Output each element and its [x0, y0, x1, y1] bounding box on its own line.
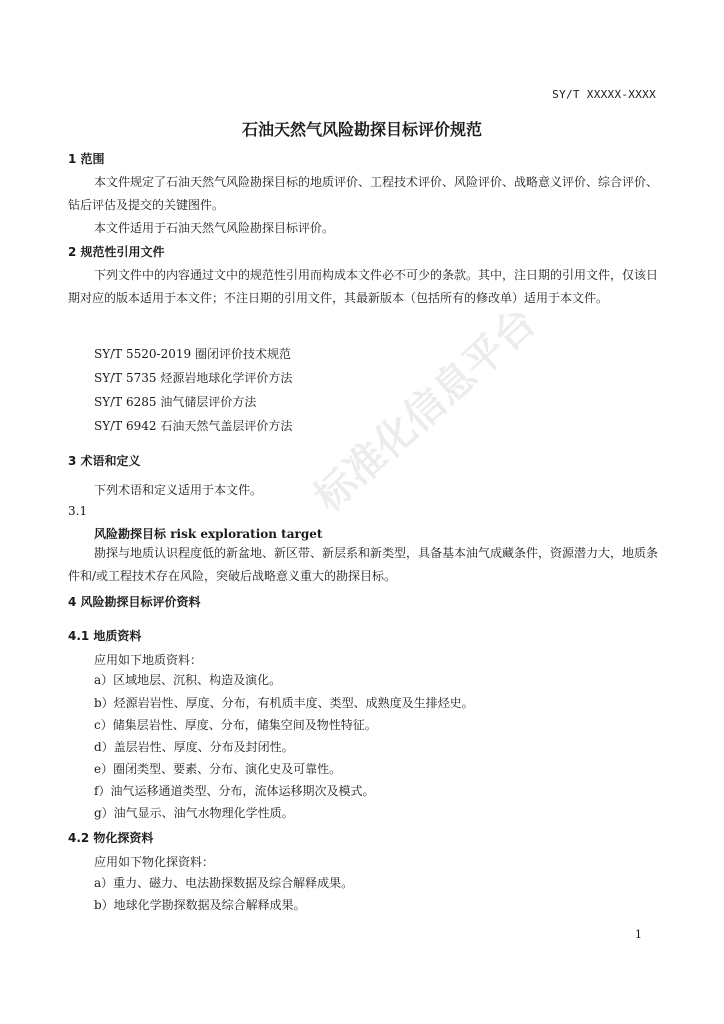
subsection-4-1-heading: 4.1 地质资料	[68, 629, 142, 643]
list-item: b）地球化学勘探数据及综合解释成果。	[94, 898, 306, 912]
document-title: 石油天然气风险勘探目标评价规范	[241, 120, 482, 139]
section-4-heading: 4 风险勘探目标评价资料	[68, 595, 201, 609]
subsection-4-2-intro: 应用如下物化探资料：	[94, 855, 215, 869]
list-item: a）重力、磁力、电法勘探数据及综合解释成果。	[94, 876, 354, 890]
section-1-heading: 1 范围	[68, 152, 105, 166]
reference-item: SY/T 6942 石油天然气盖层评价方法	[94, 419, 293, 433]
section-1-paragraph-2: 本文件适用于石油天然气风险勘探目标评价。	[94, 221, 335, 235]
term-number: 3.1	[68, 504, 88, 518]
list-item: g）油气显示、油气水物理化学性质。	[94, 806, 294, 820]
term-title	[94, 525, 322, 542]
term-english: risk exploration target	[170, 527, 323, 541]
term-chinese: 风险勘探目标	[94, 527, 167, 541]
list-item: d）盖层岩性、厚度、分布及封闭性。	[94, 740, 294, 754]
reference-item: SY/T 5735 烃源岩地球化学评价方法	[94, 371, 293, 385]
page-number: 1	[635, 928, 642, 941]
subsection-4-2-heading: 4.2 物化探资料	[68, 831, 154, 845]
section-2-paragraph-1: 下列文件中的内容通过文中的规范性引用而构成本文件必不可少的条款。其中，注日期的引用文件，仅该日期对应的版本适用于本文件；不注日期的引用文件，其最新版本（包括所有的修改单）适用于本文件。	[68, 268, 659, 305]
term-definition: 勘探与地质认识程度低的新盆地、新区带、新层系和新类型，具备基本油气成藏条件，资源潜力大，地质条件和/或工程技术存在风险，突破后战略意义重大的勘探目标。	[68, 546, 659, 583]
list-item: e）圈闭类型、要素、分布、演化史及可靠性。	[94, 762, 342, 776]
section-1-paragraph-1: 本文件规定了石油天然气风险勘探目标的地质评价、工程技术评价、风险评价、战略意义评价、综合评价、钻后评估及提交的关键图件。	[68, 175, 659, 212]
list-item: b）烃源岩岩性、厚度、分布，有机质丰度、类型、成熟度及生排烃史。	[94, 696, 474, 710]
list-item: c）储集层岩性、厚度、分布，储集空间及物性特征。	[94, 718, 377, 732]
subsection-4-1-intro: 应用如下地质资料：	[94, 653, 203, 667]
section-2-heading: 2 规范性引用文件	[68, 245, 165, 259]
reference-item: SY/T 6285 油气储层评价方法	[94, 395, 257, 409]
section-3-intro: 下列术语和定义适用于本文件。	[94, 483, 263, 497]
list-item: f）油气运移通道类型、分布，流体运移期次及模式。	[94, 784, 375, 798]
standard-code: SY/T XXXXX-XXXX	[552, 88, 656, 101]
list-item: a）区域地层、沉积、构造及演化。	[94, 673, 282, 687]
reference-item: SY/T 5520-2019 圈闭评价技术规范	[94, 347, 291, 361]
watermark-text: 标准化信息平台	[306, 299, 545, 521]
section-3-heading: 3 术语和定义	[68, 454, 141, 468]
